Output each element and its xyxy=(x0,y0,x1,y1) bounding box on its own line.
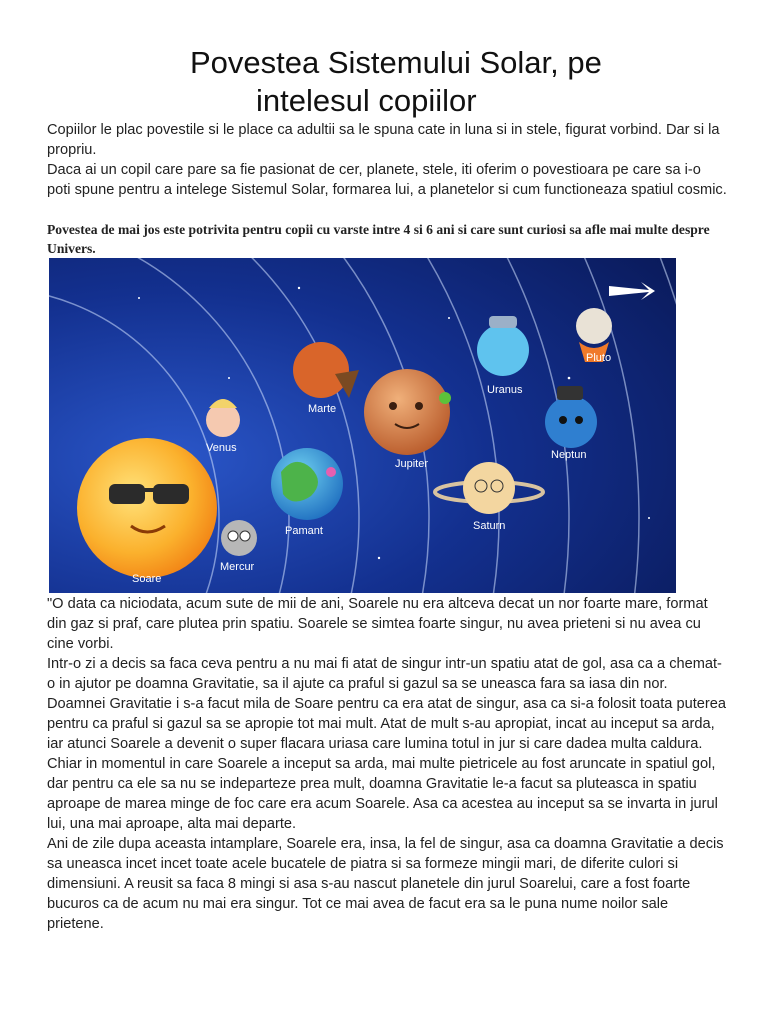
label-pamant: Pamant xyxy=(285,525,323,537)
label-neptun: Neptun xyxy=(551,449,587,461)
label-saturn: Saturn xyxy=(473,520,506,532)
sun xyxy=(77,438,217,578)
mercury xyxy=(221,520,257,556)
intro-paragraph: Copiilor le plac povestile si le place ca adultii sa le spuna cate in luna si in stele, figurat vorbind. Dar si la propriu. Daca ai un copil care pare sa fie pasionat de cer, planete, stele, iti oferim o povestioara pe care sa i-o poti spune pentru a intelege Sistemul Solar, formarea lui, a planetelor si cum functioneaza spatiul cosmic. xyxy=(47,122,727,198)
label-jupiter: Jupiter xyxy=(395,458,429,470)
label-pluto: Pluto xyxy=(586,352,612,364)
story-paragraph: "O data ca niciodata, acum sute de mii de ani, Soarele nu era altceva decat un nor foarte mare, format din gaz si praf, care plutea prin spatiu. Soarele se simtea foarte singur, nu avea prieteni si nu avea cu cine vorbi. Intr-o zi a decis sa faca ceva pentru a nu mai fi atat de singur intr-un spatiu atat de gol, asa ca a chemat-o in ajutor pe doamna Gravitatie, sa il ajute ca praful si gazul sa se uneasca fara sa iasa din nor. Doamnei Gravitatie i s-a facut mila de Soare pentru ca era atat de singur, asa ca si-a folosit toata puterea pentru ca praful si gazul sa se apropie tot mai mult. Atat de mult s-au apropiat, incat au inceput sa arda, iar atunci Soarele a devenit o super flacara uriasa care lumina totul in jur si care dadea multa caldura. Chiar in momentul in care Soarele a inceput sa arda, mai multe pietricele au fost aruncate in spatiul gol, dar pentru ca ele sa nu se indeparteze prea mult, doamna Gravitatie le-a facut sa pluteasca in spatiu aproape de marea minge de foc care era acum Soarele. Asa ca acestea au inceput sa se invarta in jurul lui, una mai aproape, alta mai departe. Ani de zile dupa aceasta intamplare, Soarele era, insa, la fel de singur, asa ca doamna Gravitatie a decis sa uneasca incet incet toate acele bucatele de piatra si sa formeze mingii mari, de diferite culori si dimensiuni. A reusit sa faca 8 mingi si asa s-au nascut planetele din jurul Soarelui, care a fost foarte bucuros ca de acum nu mai era singur. Tot ce mai avea de facut era sa le puna nume noilor sale prietene. xyxy=(47,596,726,932)
page-title xyxy=(0,44,768,120)
label-uranus: Uranus xyxy=(487,384,523,396)
solar-system-svg xyxy=(49,258,676,593)
label-venus: Venus xyxy=(206,442,237,454)
earth xyxy=(271,448,343,520)
solar-system-illustration xyxy=(49,258,676,593)
title-line-2: intelesul copiilor xyxy=(256,83,477,118)
title-line-1: Povestea Sistemului Solar, pe xyxy=(190,45,602,80)
label-mercur: Mercur xyxy=(220,561,255,573)
label-soare: Soare xyxy=(132,573,162,585)
age-note: Povestea de mai jos este potrivita pentru copii cu varste intre 4 si 6 ani si care sunt curiosi sa afle mai multe despre Univers. xyxy=(47,222,710,256)
label-marte: Marte xyxy=(308,403,337,415)
